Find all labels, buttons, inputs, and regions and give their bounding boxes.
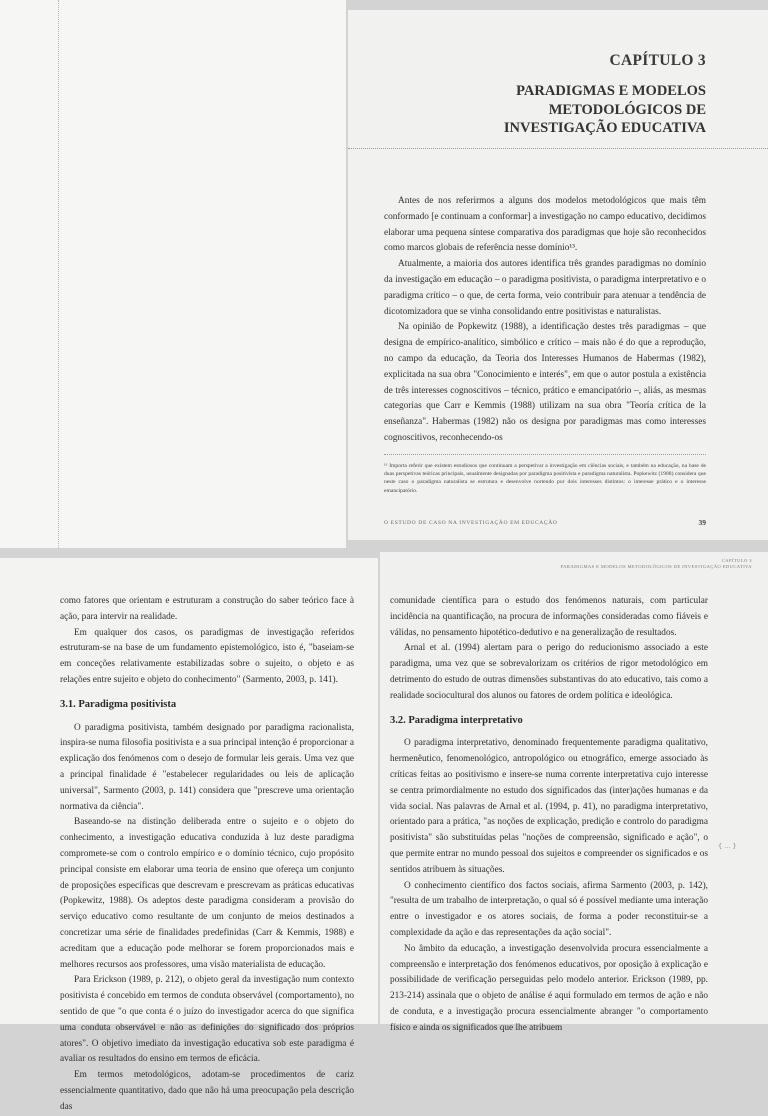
chapter-title-line: METODOLÓGICOS DE — [548, 101, 706, 118]
paragraph: Arnal et al. (1994) alertam para o perigo do reducionismo associado a este paradigma, uma vez que se sobrevalorizam os critérios de rigor metodológico em detrimento do estudo de outras dimensões substantivas do ato educativo, tais como a realidade sociocultural dos alunos ou fatores de ordem política e ideológica. — [390, 643, 708, 701]
running-head-chapter: CAPÍTULO 3 — [721, 558, 752, 563]
chapter-title — [386, 82, 706, 138]
paragraph: O paradigma positivista, também designado por paradigma racionalista, inspira-se numa filosofia positivista e a sua principal intenção é proporcionar a explicação dos fenómenos com o desejo de formular leis gerais. Uma vez que a principal finalidade é "estabelecer regularidades ou leis de aplicação universal", Sarmento (2003, p. 141) considera que "prescreve uma orientação normativa da ciência". — [60, 722, 354, 812]
paragraph: como fatores que orientam e estruturam a construção do saber teórico face à ação, para intervir na realidade. — [60, 596, 354, 622]
right-page — [380, 552, 768, 1033]
paragraph: Na opinião de Popkewitz (1988), a identificação destes três paradigmas – que designa de empírico-analítico, simbólico e crítico – mais não é do que a reprodução, no campo da educação, da Teoria dos Interesses Humanos de Habermas (1982), explicitada na sua obra "Conocimiento e interés", em que o autor postula a existência de três interesses cognoscitivos – técnico, prático e emancipatório –, aliás, as mesmas categorias que Carr e Kemmis (1988) utilizam na sua obra "Teoría crítica de la enseñanza". Habermas (1982) não os designa por paradigmas mas como interesses cognoscitivos, reconhecendo-os — [384, 322, 706, 443]
body-text — [390, 594, 708, 1037]
title-divider — [348, 148, 768, 149]
left-page — [0, 558, 378, 1112]
blank-page — [0, 0, 346, 548]
paragraph: O paradigma interpretativo, denominado frequentemente paradigma qualitativo, hermenêutico, fenomenológico, antropológico ou etnográfico, emerge associado às críticas feitas ao positivismo e insere-se numa corrente interpretativa cujo interesse se centra primordialmente no estudo dos significados das (inter)ações humanas e da vida social. Nas palavras de Arnal et al. (1994, p. 41), no paradigma interpretativo, orientado para a prática, "as noções de explicação, predição e controlo do paradigma positivista" são substituídas pelas "noções de compreensão, significado e ação", o que permite entrar no mundo pessoal dos sujeitos e compreender os significados e os sentidos atribuem às situações. — [390, 738, 708, 875]
paragraph: O conhecimento científico dos factos sociais, afirma Sarmento (2003, p. 142), "resulta de um trabalho de interpretação, o qual só é possível mediante uma interação entre o investigador e os atores sociais, de forma a poder reconstituir-se a complexidade da ação e das representações da ação social". — [390, 880, 708, 938]
page-number: 39 — [698, 518, 706, 527]
paragraph: Em termos metodológicos, adotam-se procedimentos de cariz essencialmente quantitativo, dado que não há uma preocupação pela descrição das — [60, 1070, 354, 1112]
handwritten-margin-note: { ... } — [718, 842, 737, 850]
paragraph: No âmbito da educação, a investigação desenvolvida procura essencialmente a compreensão e interpretação dos fenómenos educativos, por oposição à explicação e possibilidade de verificação perseguidas pelo modelo anterior. Erickson (1989, pp. 213-214) assinala que o objeto de análise é aqui formulado em termos de ação e não de conduta, e a investigação procura essencialmente abranger "o comportamento físico e ainda os significados que lhe atribuem — [390, 943, 708, 1033]
chapter-title-line: PARADIGMAS E MODELOS — [516, 83, 706, 99]
section-heading: 3.1. Paradigma positivista — [60, 698, 177, 710]
paragraph: Baseando-se na distinção deliberada entre o sujeito e o objeto do conhecimento, a investigação educativa conduzida à luz deste paradigma compromete-se com o controlo empírico e o domínio técnico, cujo propósito principal consiste em elaborar uma teoria de ensino que ofereça um conjunto de proposições específicas que descrevam e prescrevam as práticas educativas (Popkewitz, 1988). Os adeptos deste paradigma consideram a provisão do serviço educativo como resultante de um conjunto de meios destinados a concretizar uma série de finalidades predefinidas (Carr & Kemmis, 1988) e acreditam que a educação pode melhorar se forem proporcionados mais e melhores recursos aos professores, uma visão materialista de educação. — [60, 817, 354, 970]
paragraph: Em qualquer dos casos, os paradigmas de investigação referidos estruturam-se na base de um fundamento epistemológico, isto é, "baseiam-se em conceções relativamente estabilizadas sobre o sujeito, o objeto e as relações entre sujeito e objeto do conhecimento" (Sarmento, 2003, p. 141). — [60, 627, 354, 685]
page-margin-line — [58, 0, 60, 548]
paragraph: comunidade científica para o estudo dos fenómenos naturais, com particular incidência na quantificação, na procura de informações consideradas como fiáveis e válidas, no pensamento hipotético-dedutivo e na generalização de resultados. — [390, 596, 708, 638]
chapter-opening-page — [348, 10, 768, 540]
paragraph: Antes de nos referirmos a alguns dos modelos metodológicos que mais têm conformado [e continuam a conformar] a investigação no campo educativo, decidimos elaborar uma pequena síntese comparativa dos paradigmas que hoje são reconhecidos como marcos globais de referência nesse domínio¹³. — [384, 196, 706, 254]
footnote-divider — [384, 454, 706, 455]
paragraph: Para Erickson (1989, p. 212), o objeto geral da investigação num contexto positivista é concebido em termos de conduta observável (comportamento), no sentido de que "o que conta é o juízo do investigador acerca do que significa uma conduta observável e não as definições do significado dos próprios atores". O objetivo imediato da investigação educativa sob este paradigma é avaliar os resultados do ensino em termos de eficácia. — [60, 975, 354, 1065]
running-head-title: PARADIGMAS E MODELOS METODOLÓGICOS DE INVESTIGAÇÃO EDUCATIVA — [560, 564, 752, 569]
chapter-title-line: INVESTIGAÇÃO EDUCATIVA — [503, 120, 706, 136]
running-head — [561, 558, 752, 570]
paragraph: Atualmente, a maioria dos autores identifica três grandes paradigmas no domínio da investigação em educação – o paradigma positivista, o paradigma interpretativo e o paradigma crítico – o que, de certa forma, veio contribuir para atenuar a tendência de dicotomizadora que se vinha consolidando entre positivistas e naturalistas. — [384, 259, 706, 317]
body-text — [60, 594, 354, 1116]
footnote: ¹³ Importa referir que existem estudiosos que continuam a perspetivar a investigação em ciências sociais, e também na educação, na base de duas perspetivas teóricas principais, usualmente designadas por paradigma positivista e paradigma naturalista. Popkewitz (1988) considera que neste caso o paradigma naturalista se estrutura e desenvolve nortendo por dois interesses distintos: o interesse prático e o interesse emancipatório. — [384, 463, 706, 494]
chapter-label: CAPÍTULO 3 — [609, 52, 706, 69]
body-text — [384, 194, 706, 447]
page-footer: O ESTUDO DE CASO NA INVESTIGAÇÃO EM EDUCAÇÃO — [384, 520, 558, 526]
section-heading: 3.2. Paradigma interpretativo — [390, 714, 523, 726]
